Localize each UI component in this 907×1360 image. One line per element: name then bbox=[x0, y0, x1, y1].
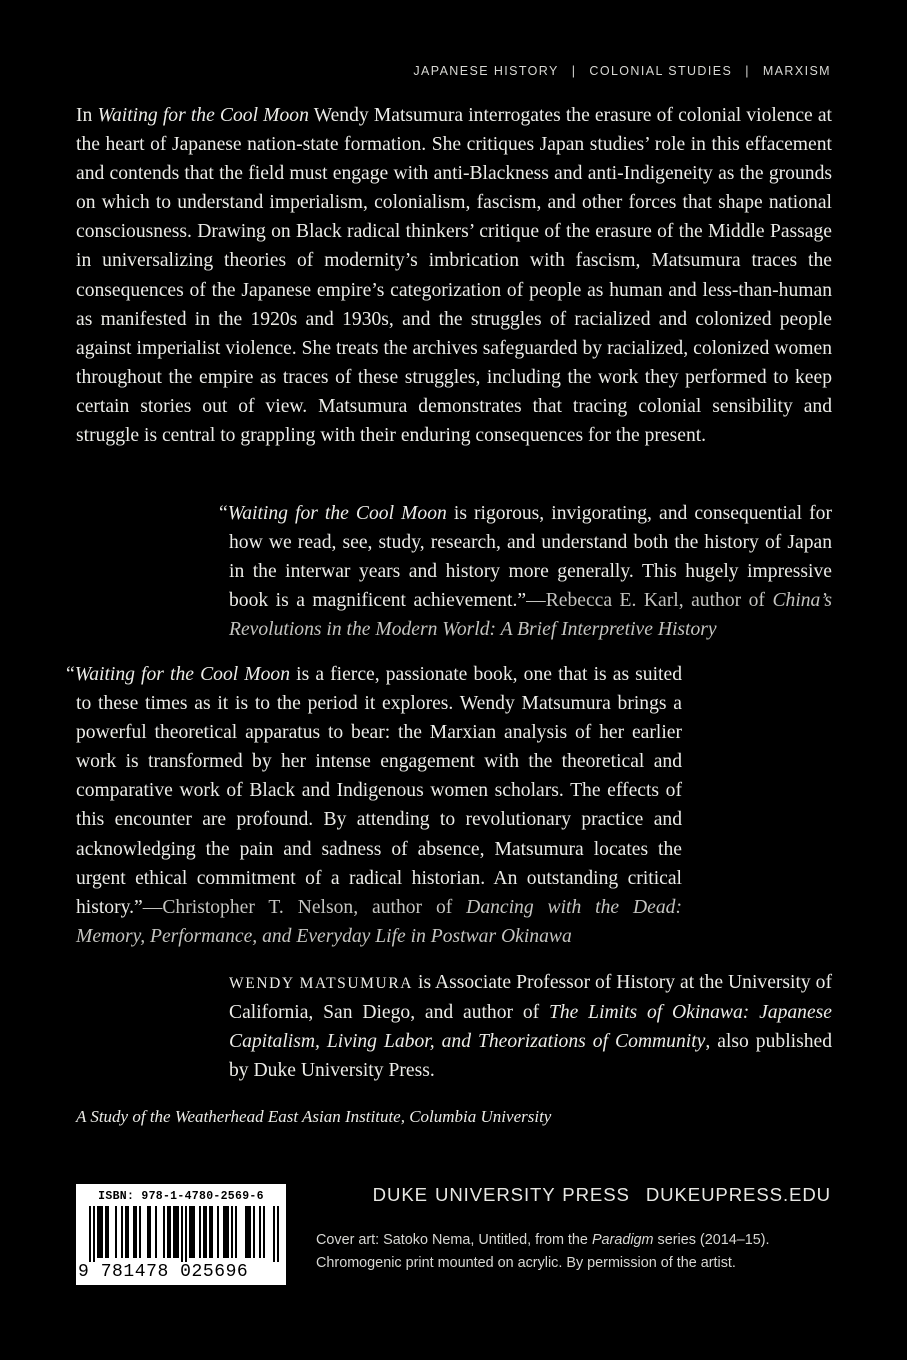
barcode-bar bbox=[133, 1206, 135, 1258]
barcode-bar bbox=[105, 1206, 107, 1258]
credit-text-tail: series (2014–15). Chromogenic print mounted on acrylic. By permission of the artist. bbox=[316, 1232, 770, 1271]
barcode-bar bbox=[225, 1206, 227, 1258]
barcode-bar bbox=[259, 1206, 261, 1258]
author-name: WENDY MATSUMURA bbox=[229, 975, 414, 992]
isbn-barcode bbox=[76, 1184, 286, 1285]
barcode-bar bbox=[163, 1206, 165, 1258]
barcode-bar bbox=[97, 1206, 99, 1258]
book-description bbox=[76, 101, 832, 450]
barcode-bar bbox=[127, 1206, 129, 1258]
barcode-bar bbox=[203, 1206, 205, 1258]
barcode-bar bbox=[125, 1206, 127, 1258]
barcode-bar bbox=[193, 1206, 195, 1258]
barcode-bar bbox=[139, 1206, 141, 1258]
barcode-bar bbox=[99, 1206, 101, 1258]
previous-book-title: The Limits of Okinawa: Japanese Capitalism, Living Labor, and Theorizations of Community bbox=[229, 1002, 832, 1053]
barcode-bar bbox=[173, 1206, 175, 1258]
barcode-bar bbox=[277, 1206, 279, 1262]
category-divider: | bbox=[745, 64, 750, 78]
barcode-bar bbox=[93, 1206, 95, 1262]
barcode-bar bbox=[147, 1206, 149, 1258]
credit-text: Cover art: Satoko Nema, Untitled, from the bbox=[316, 1232, 592, 1248]
category-label: MARXISM bbox=[762, 64, 831, 78]
publisher-line bbox=[373, 1184, 831, 1206]
barcode-bar bbox=[209, 1206, 211, 1258]
barcode-bar bbox=[211, 1206, 213, 1258]
barcode-bar bbox=[149, 1206, 151, 1258]
quote-attribution: —Rebecca E. Karl, author of bbox=[526, 590, 773, 612]
barcode-bar bbox=[235, 1206, 237, 1258]
open-quote: “ bbox=[66, 664, 75, 685]
quote-attribution: —Christopher T. Nelson, author of bbox=[142, 896, 467, 918]
publisher-name: DUKE UNIVERSITY PRESS bbox=[372, 1184, 630, 1205]
barcode-bar bbox=[121, 1206, 123, 1258]
book-title: Waiting for the Cool Moon bbox=[97, 105, 309, 126]
endorsement-quote-karl bbox=[219, 499, 832, 644]
barcode-bar bbox=[245, 1206, 247, 1258]
barcode-bar bbox=[107, 1206, 109, 1258]
open-quote: “ bbox=[219, 503, 228, 524]
barcode-bar bbox=[217, 1206, 219, 1258]
description-intro: In bbox=[76, 105, 98, 126]
barcode-bar bbox=[155, 1206, 157, 1258]
barcode-bar bbox=[177, 1206, 179, 1258]
quoted-book-title: Waiting for the Cool Moon bbox=[227, 503, 447, 524]
series-note: A Study of the Weatherhead East Asian Institute, Columbia University bbox=[76, 1107, 552, 1126]
category-label: COLONIAL STUDIES bbox=[589, 64, 733, 78]
barcode-bar bbox=[191, 1206, 193, 1258]
barcode-bar bbox=[167, 1206, 169, 1258]
barcode-bar bbox=[205, 1206, 207, 1258]
barcode-bar bbox=[101, 1206, 103, 1258]
endorsement-quote-nelson bbox=[66, 660, 682, 951]
barcode-bar bbox=[231, 1206, 233, 1258]
barcode-bar bbox=[223, 1206, 225, 1258]
barcode-bar bbox=[185, 1206, 187, 1262]
barcode-bar bbox=[227, 1206, 229, 1258]
barcode-bar bbox=[263, 1206, 265, 1258]
description-body: Wendy Matsumura interrogates the erasure of colonial violence at the heart of Japanese nation-state formation. She critiques Japan studies’ role in this effacement and contends that the field must engage with anti-Blackness and anti-Indigeneity as the grounds on which to understand imperialism, colonialism, fascism, and other forces that shape national consciousness. Drawing on Black radical thinkers’ critique of the erasure of the Middle Passage in universalizing theories of modernity’s imbrication with fascism, Matsumura traces the consequences of the Japanese empire’s categorization of people as human and less-than-human as manifested in the 1920s and 1930s, and the struggles of racialized and colonized people against imperialist violence. She treats the archives safeguarded by racialized, colonized women throughout the empire as traces of these struggles, including the work they performed to keep certain stories out of view. Matsumura demonstrates that tracing colonial sensibility and struggle is central to grappling with their enduring consequences for the present. bbox=[76, 105, 832, 447]
barcode-bar bbox=[181, 1206, 183, 1262]
category-label: JAPANESE HISTORY bbox=[413, 64, 559, 78]
cover-credit bbox=[316, 1229, 836, 1275]
bio-tail: , also published by Duke University Press. bbox=[229, 1031, 833, 1082]
quoted-book-title: Waiting for the Cool Moon bbox=[74, 664, 291, 685]
author-bio bbox=[229, 968, 832, 1085]
bio-text: is Associate Professor of History at the University of California, San Diego, and author of bbox=[229, 972, 832, 1024]
subject-categories bbox=[413, 64, 831, 78]
barcode-bar bbox=[175, 1206, 177, 1258]
barcode-digits: 9 781478 025696 bbox=[78, 1262, 249, 1282]
barcode-bar bbox=[249, 1206, 251, 1258]
barcode-bar bbox=[273, 1206, 275, 1262]
attribution-work-title: Dancing with the Dead: Memory, Performance, and Everyday Life in Postwar Okinawa bbox=[76, 896, 682, 947]
attribution-work-title: China’s Revolutions in the Modern World: A Brief Interpretive History bbox=[229, 590, 832, 641]
barcode-bar bbox=[247, 1206, 249, 1258]
barcode-bar bbox=[169, 1206, 171, 1258]
barcode-bar bbox=[199, 1206, 201, 1258]
publisher-url: DUKEUPRESS.EDU bbox=[645, 1184, 831, 1205]
barcode-bar bbox=[189, 1206, 191, 1258]
quote-text: is rigorous, invigorating, and consequential for how we read, see, study, research, and understand both the history of Japan in the interwar years and history more generally. This hugely impressive book is a magnificent achievement.” bbox=[229, 503, 832, 612]
category-divider: | bbox=[571, 64, 577, 78]
barcode-bars bbox=[81, 1206, 281, 1262]
credit-series-title: Paradigm bbox=[591, 1232, 654, 1248]
barcode-bar bbox=[135, 1206, 137, 1258]
quote-text: is a fierce, passionate book, one that is as suited to these times as it is to the period it explores. Wendy Matsumura brings a powerful theoretical apparatus to bear: the Marxian analysis of her earlier work is transformed by her intense engagement with the theoretical and comparative work of Black and Indigenous women scholars. The effects of this encounter are profound. By attending to revolutionary practice and acknowledging the pain and sadness of absence, Matsumura locates the urgent ethical commitment of a radical historian. An outstanding critical history.” bbox=[76, 664, 682, 918]
isbn-label: ISBN: 978-1-4780-2569-6 bbox=[98, 1190, 264, 1203]
barcode-bar bbox=[253, 1206, 255, 1258]
barcode-bar bbox=[89, 1206, 91, 1262]
barcode-bar bbox=[115, 1206, 117, 1258]
